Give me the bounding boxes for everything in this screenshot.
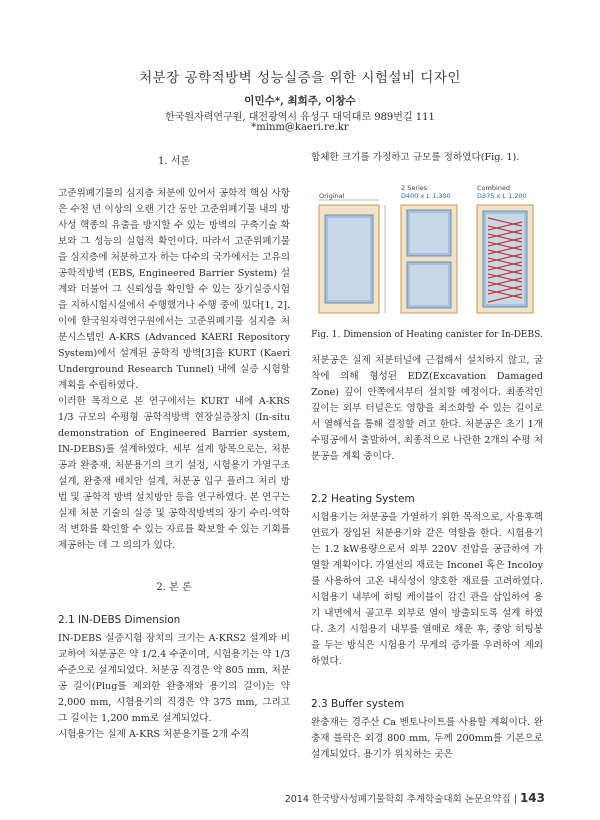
authors: 이민수*, 최희주, 이창수: [244, 95, 356, 107]
page-number: 143: [519, 791, 545, 805]
section-2-3-heading: 2.3 Buffer system: [311, 698, 405, 710]
right-column: [311, 150, 543, 763]
figure-label-2series-b: D400 x L 1,300: [401, 192, 451, 200]
figure-label-original: Original: [319, 192, 345, 200]
figure-label-2series-a: 2 Series: [401, 184, 428, 192]
body-heading: 2. 본 론: [156, 582, 192, 593]
paper-title: 처분장 공학적방벽 성능실증을 위한 시험설비 디자인: [139, 70, 461, 86]
section-2-1-paragraph-1: IN-DEBS 실증시험 장치의 크기는 A-KRS2 설계와 비교하여 처분공은 약 1/2.4 수준이며, 시험용기는 약 1/3 수준으로 설계되었다. 처분공 직경은 약 805 mm, 처분공 길이(Plug를 제외한 완충재와 용기의 길이)는 약 2,000 mm, 시험용기의 직경은 약 375 mm, 그리고 그 길이는 1,200 mm로 설계되었다.: [58, 633, 290, 724]
intro-paragraph-1: 고준위폐기물의 심지층 처분에 있어서 공학적 핵심 사항은 수천 년 이상의 오랜 기간 동안 고준위폐기물 내의 방사성 핵종의 유출을 방지할 수 있는 방벽의 구축기술 확보와 그 성능의 실험적 확인이다. 따라서 고준위폐기물을 심지층에 처분하고자 하는 다수의 국가에서는 고유의 공학적방벽 (EBS, Engineered Barrier System) 설계와 더불어 그 신뢰성을 확인할 수 있는 장기실증시험을 지하시험시설에서 수행했거나 수행 중에 있다[1, 2]. 이에 한국원자력연구원에서는 고준위폐기물 심지층 처분시스템인 A-KRS (Advanced KAERI Repository System)에서 설계된 공학적 방벽[3]을 KURT (Kaeri Underground Research Tunnel) 내에 실증 시험할 계획을 수립하였다.: [58, 188, 290, 391]
figure-caption: Fig. 1. Dimension of Heating canister for In-DEBS.: [311, 330, 543, 340]
section-2-3-paragraph-1: 완충재는 경주산 Ca 벤토나이트를 사용할 계획이다. 완충재 블락은 외경 800 mm, 두께 200mm를 기본으로 설계되었다. 용기가 위치하는 곳은: [311, 717, 543, 760]
section-2-1-heading: 2.1 IN-DEBS Dimension: [58, 614, 181, 626]
section-2-2-heading: 2.2 Heating System: [311, 493, 415, 505]
footer-text: 2014 한국방사성폐기물학회 추계학술대회 논문요약집: [284, 794, 511, 805]
intro-paragraph-2: 이러한 목적으로 본 연구에서는 KURT 내에 A-KRS 1/3 규모의 수평형 공학적방벽 현장실증장치 (In-situ demonstration of Engineered Barrier system, IN-DEBS)를 설계하였다. 세부 설계 항목으로는, 처분공과 완충재, 처분용기의 크기 설정, 시험용기 가열구조 설계, 완충재 배치안 설계, 처분공 입구 플러그 처리 방법 및 공학적 방벽 설치방안 등을 연구하였다. 본 연구는 실제 처분 기술의 실증 및 공학적방벽의 장기 수리-역학적 변화를 확인할 수 있는 자료를 확보할 수 있는 기회를 제공하는 데 그 의의가 있다.: [58, 396, 290, 551]
section-2-1-paragraph-2: 시험용기는 실제 A-KRS 처분용기를 2개 수직: [58, 729, 250, 740]
right-top-line: 합체한 크기를 가정하고 규모를 정하였다(Fig. 1).: [311, 152, 520, 163]
page-footer: 2014 한국방사성폐기물학회 추계학술대회 논문요약집 | 143: [284, 791, 545, 805]
figure-label-combined-a: Combined: [477, 184, 511, 192]
affiliation: 한국원자력연구원, 대전광역시 유성구 대덕대로 989번길 111: [165, 112, 435, 123]
figure-label-combined-b: D375 x L 1,200: [477, 192, 527, 200]
canister-diagram: [311, 178, 543, 323]
section-2-2-paragraph-1: 시험용기는 처분공을 가열하기 위한 목적으로, 사용후핵연료가 장입된 처분용기와 같은 역할을 한다. 시험용기는 1.2 kW용량으로서 외부 220V 전압을 공급하여 가열할 계획이다. 가열선의 재료는 Inconel 혹은 Incoloy를 사용하여 고온 내식성이 양호한 재료를 고려하였다. 시험용기 내부에 히팅 케이블이 감긴 관을 삽입하여 용기 내면에서 골고루 외부로 열이 방출되도록 설계 하였다. 초기 시험용기 내부를 열매로 채운 후, 중앙 히팅봉을 두는 방식은 시험용기 무게의 증가를 우려하여 제외하였다.: [311, 512, 543, 667]
intro-heading: 1. 서론: [157, 156, 191, 167]
figure-1: [311, 178, 543, 323]
left-column: [58, 150, 290, 743]
email: *minm@kaeri.re.kr: [251, 122, 349, 133]
right-paragraph-1: 처분공은 실제 처분터널에 근접해서 설치하지 않고, 굴착에 의해 형성된 EDZ(Excavation Damaged Zone) 깊이 안쪽에서부터 설치할 예정이다. 최종적인 깊이는 외부 터널은도 영향을 최소화할 수 있는 길이로서 열해석을 통해 결정할 려고 한다. 처분공은 초기 1개 수평공에서 출발하여, 최종적으로 나란한 2개의 수평 처분공을 계획 중이다.: [311, 355, 543, 462]
